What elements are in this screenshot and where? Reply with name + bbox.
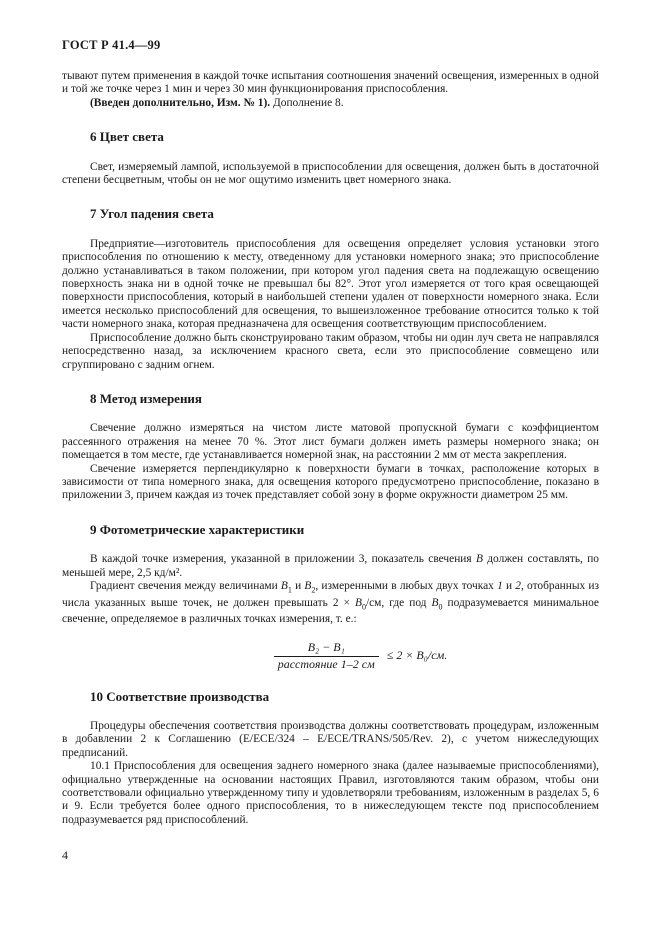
intro-paragraph: тывают путем применения в каждой точке испытания соотношения значений освещения, измеренных в одной и той же точке через 1 мин и через 30 мин функционирования приспособления. [62, 70, 599, 96]
section-10-paragraph-2: 10.1 Приспособления для освещения заднего номерного знака (далее называемые приспособлениями), официально утвержденные на основании настоящих Правил, изготовляются таким образом, чтобы они соответствовали официально утвержденному типу и удовлетворяли требованиям, изложенным в разделах 5, 6 и 9. Если требуется более одного приспособления, то в нижеследующем тексте под приспособлением подразумевается ряд приспособлений. [62, 760, 599, 826]
document-header: ГОСТ Р 41.4—99 [62, 38, 161, 52]
section-9-paragraph-2: Градиент свечения между величинами $B_1$ и $B_2$, измеренными в любых двух точках 1 и 2, отобранных из числа указанных выше точек, не должен превышать $2 \times B_0/см$, где под $B_0$ подразумевается минимальное свечение, определяемое в различных точках измерения, т. е.: [62, 579, 600, 626]
section-7-heading: 7 Угол падения света [90, 206, 214, 222]
section-7-paragraph-1: Предприятие—изготовитель приспособления для освещения определяет условия установки этого приспособления по отношению к месту, отведенному для установки номерного знака; это приспособление должно устанавливаться в таком положении, при котором угол падения света на подлежащую освещению поверхность знака ни в одной точке не превышал бы 82°. Этот угол измеряется от того края освещающей поверхности приспособления, который в наибольшей степени удален от поверхности номерного знака. Если имеется несколько приспособлений для освещения, то вышеизложенное требование относится только к той части номерного знака, которая предназначена для освещения соответствующим приспособлением. [62, 237, 599, 331]
section-6-heading: 6 Цвет света [90, 129, 164, 145]
formula-right-side: ≤ 2 × B₀/см. [386, 648, 448, 663]
gradient-formula [62, 641, 599, 672]
formula-denominator: расстояние 1–2 см [274, 656, 379, 671]
formula-numerator: B₂ − B₁ [307, 639, 345, 654]
section-6-paragraph: Свет, измеряемый лампой, используемой в приспособлении для освещения, должен быть в достаточной степени бесцветным, чтобы он не мог ощутимо изменить цвет номерного знака. [62, 160, 599, 187]
formula-fraction [274, 641, 379, 672]
section-9-paragraph-1: В каждой точке измерения, указанной в приложении 3, показатель свечения B должен составлять, по меньшей мере, 2,5 кд/м². [62, 553, 599, 579]
document-body [62, 70, 599, 827]
section-9-heading: 9 Фотометрические характеристики [90, 521, 305, 537]
section-10-heading: 10 Соответствие производства [90, 688, 270, 704]
section-7-paragraph-2: Приспособление должно быть сконструировано таким образом, чтобы ни один луч света не направлялся непосредственно назад, за исключением красного света, если это приспособление совмещено или сгруппировано с задним огнем. [62, 331, 599, 371]
amendment-bold: (Введен дополнительно, Изм. № 1). [90, 96, 271, 109]
page-number: 4 [62, 848, 68, 862]
section-8-paragraph-2: Свечение измеряется перпендикулярно к поверхности бумаги в точках, расположение которых в зависимости от типа номерного знака, для освещения которого предусмотрено приспособление, показано в приложении 3, причем каждая из точек представляет собой зону в форме окружности диаметром 25 мм. [62, 462, 599, 502]
amendment-rest: Дополнение 8. [270, 96, 344, 109]
section-10-paragraph-1: Процедуры обеспечения соответствия производства должны соответствовать процедурам, изложенным в добавлении 2 к Соглашению (E/ECE/324 – E/ECE/TRANS/505/Rev. 2), с учетом нижеследующих предписаний. [62, 719, 599, 759]
section-8-heading: 8 Метод измерения [90, 390, 202, 406]
amendment-note [62, 97, 599, 110]
section-8-paragraph-1: Свечение должно измеряться на чистом листе матовой пропускной бумаги с коэффициентом рассеянного отражения на менее 70 %. Этот лист бумаги должен иметь размеры номерного знака; он помещается в том месте, где устанавливается номерной знак, на расстоянии 2 мм от места закрепления. [62, 422, 599, 462]
